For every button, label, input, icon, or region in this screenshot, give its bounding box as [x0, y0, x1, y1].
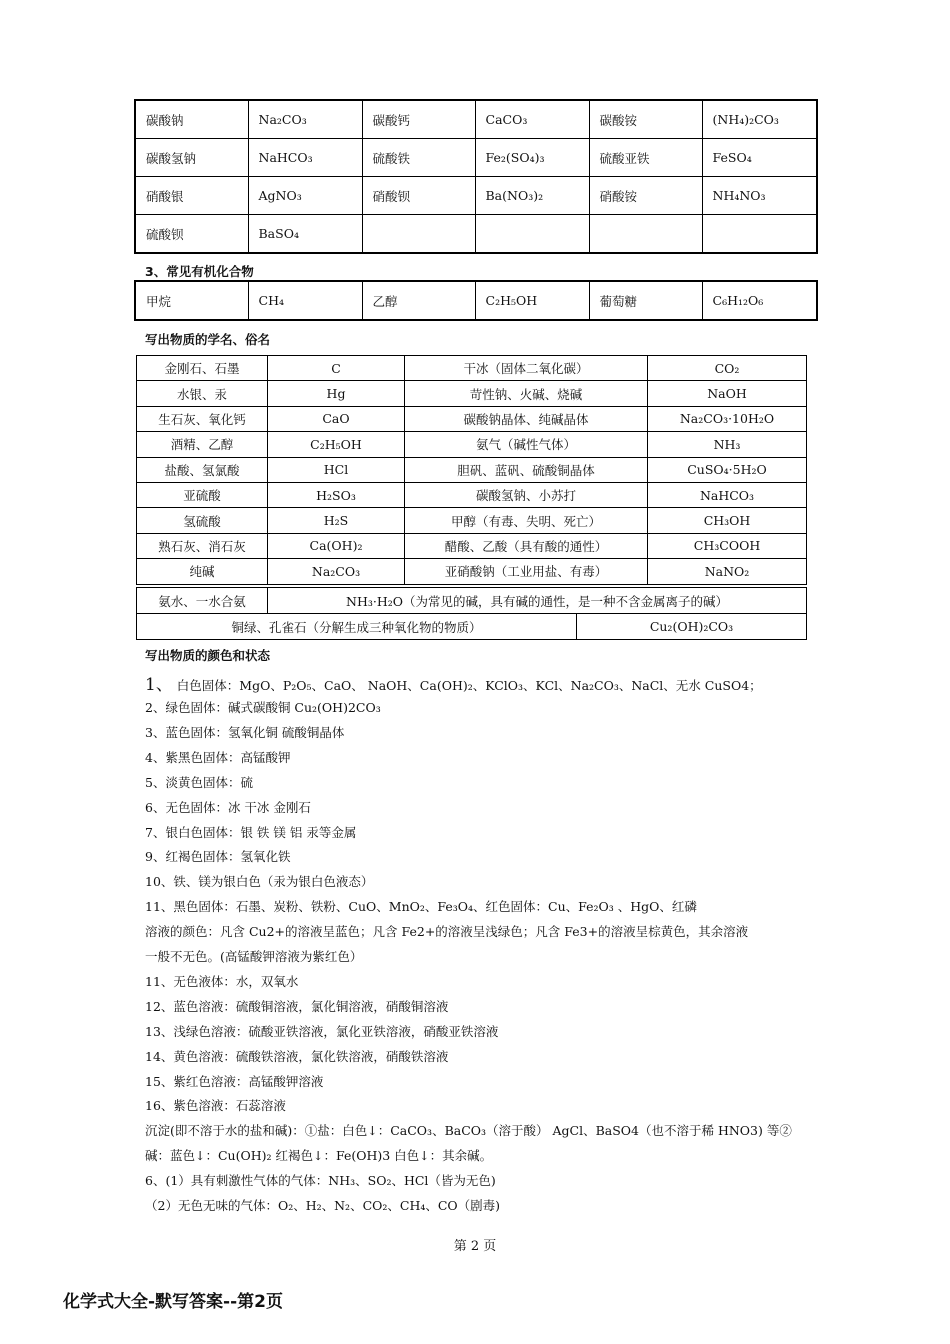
color-line: 5、淡黄色固体：硫 [145, 774, 253, 790]
table-row [137, 432, 807, 457]
salts-cell: AgNO₃ [248, 177, 362, 215]
color-line: 碱：蓝色↓：Cu(OH)₂ 红褐色↓：Fe(OH)3 白色↓：其余碱。 [145, 1148, 493, 1164]
names-cell: CO₂ [648, 356, 807, 381]
color-line: 2、绿色固体：碱式碳酸铜 Cu₂(OH)2CO₃ [145, 700, 381, 715]
names-cell: 氨水、一水合氨 [137, 588, 268, 614]
salts-cell: Fe₂(SO₄)₃ [475, 139, 589, 177]
names-cell: 铜绿、孔雀石（分解生成三种氧化物的物质） [137, 614, 577, 640]
names-cell: NaOH [648, 381, 807, 406]
names-cell: C [268, 356, 405, 381]
salts-cell: 硫酸铁 [362, 139, 475, 177]
organic-cell: 葡萄糖 [589, 281, 702, 320]
names-cell: CH₃COOH [648, 533, 807, 558]
salts-cell: NH₄NO₃ [702, 177, 817, 215]
salts-cell: CaCO₃ [475, 100, 589, 139]
section-organic-title: 3、常见有机化合物 [145, 264, 254, 279]
names-cell: H₂SO₃ [268, 482, 405, 507]
table-row [137, 614, 807, 640]
salts-cell: 碳酸铵 [589, 100, 702, 139]
names-cell: 醋酸、乙酸（具有酸的通性） [405, 533, 648, 558]
color-line: 溶液的颜色：凡含 Cu2+的溶液呈蓝色；凡含 Fe2+的溶液呈浅绿色；凡含 Fe3+的溶液呈棕黄色，其余溶液 [145, 924, 749, 940]
table-row [135, 100, 817, 139]
salts-cell: 硫酸亚铁 [589, 139, 702, 177]
names-cell: CaO [268, 406, 405, 431]
color-line: 6、(1）具有刺激性气体的气体：NH₃、SO₂、HCl（皆为无色) [145, 1173, 496, 1189]
names-cell: CuSO₄·5H₂O [648, 457, 807, 482]
salts-cell: Na₂CO₃ [248, 100, 362, 139]
color-line: 沉淀(即不溶于水的盐和碱)：①盐：白色↓：CaCO₃、BaCO₃（溶于酸） AgCl、BaSO4（也不溶于稀 HNO3) 等② [145, 1123, 792, 1139]
table-row [137, 482, 807, 507]
names-ammonia-table [136, 587, 807, 614]
color-line: 9、红褐色固体：氢氧化铁 [145, 849, 291, 865]
names-cell: Cu₂(OH)₂CO₃ [577, 614, 807, 640]
salts-cell: FeSO₄ [702, 139, 817, 177]
table-row [135, 215, 817, 254]
salts-cell: 硝酸银 [135, 177, 248, 215]
salts-cell [702, 215, 817, 254]
table-row [137, 533, 807, 558]
organic-cell: 乙醇 [362, 281, 475, 320]
organic-cell: CH₄ [248, 281, 362, 320]
salts-cell: 硫酸钡 [135, 215, 248, 254]
table-row [135, 177, 817, 215]
table-row [137, 381, 807, 406]
table-row [137, 406, 807, 431]
color-line: 11、黑色固体：石墨、炭粉、铁粉、CuO、MnO₂、Fe₃O₄、红色固体：Cu、Fe₂O₃ 、HgO、红磷 [145, 899, 697, 915]
footer-title: 化学式大全-默写答案--第2页 [63, 1292, 283, 1312]
color-line: 3、蓝色固体：氢氧化铜 硫酸铜晶体 [145, 724, 345, 740]
table-row [137, 508, 807, 533]
names-cell: 苛性钠、火碱、烧碱 [405, 381, 648, 406]
names-cell: 酒精、乙醇 [137, 432, 268, 457]
salts-cell: (NH₄)₂CO₃ [702, 100, 817, 139]
salts-cell: Ba(NO₃)₂ [475, 177, 589, 215]
names-cell: Ca(OH)₂ [268, 533, 405, 558]
salts-cell: 碳酸氢钠 [135, 139, 248, 177]
table-row [137, 588, 807, 614]
names-cell: 氨气（碱性气体） [405, 432, 648, 457]
names-cell: 金刚石、石墨 [137, 356, 268, 381]
color-line: 一般不无色。(高锰酸钾溶液为紫红色） [145, 949, 363, 964]
names-cell: 甲醇（有毒、失明、死亡） [405, 508, 648, 533]
color-line: 16、紫色溶液：石蕊溶液 [145, 1098, 286, 1114]
names-cell: 纯碱 [137, 559, 268, 584]
names-cell: 生石灰、氧化钙 [137, 406, 268, 431]
names-cell: Hg [268, 381, 405, 406]
color-line: 4、紫黑色固体：高锰酸钾 [145, 749, 291, 765]
salts-cell: 碳酸钙 [362, 100, 475, 139]
organic-table [134, 280, 818, 321]
page-number: 第 2 页 [453, 1239, 497, 1254]
names-cell: 亚硝酸钠（工业用盐、有毒） [405, 559, 648, 584]
color-line: 13、浅绿色溶液：硫酸亚铁溶液，氯化亚铁溶液，硝酸亚铁溶液 [145, 1023, 499, 1039]
names-cell: C₂H₅OH [268, 432, 405, 457]
names-cell: Na₂CO₃ [268, 559, 405, 584]
color-line: 10、铁、镁为银白色（汞为银白色液态） [145, 874, 374, 890]
color-line: 6、无色固体：冰 干冰 金刚石 [145, 799, 311, 815]
color-line-text: 白色固体：MgO、P₂O₅、CaO、 NaOH、Ca(OH)₂、KClO₃、KCl、Na₂CO₃、NaCl、无水 CuSO4； [172, 678, 762, 693]
salts-cell: 碳酸钠 [135, 100, 248, 139]
table-row [137, 457, 807, 482]
table-row [137, 559, 807, 584]
color-line: 14、黄色溶液：硫酸铁溶液，氯化铁溶液，硝酸铁溶液 [145, 1048, 449, 1064]
names-cell: H₂S [268, 508, 405, 533]
salts-cell [589, 215, 702, 254]
names-cell: 盐酸、氢氯酸 [137, 457, 268, 482]
names-cell: 熟石灰、消石灰 [137, 533, 268, 558]
names-cell: Na₂CO₃·10H₂O [648, 406, 807, 431]
names-cell: NaNO₂ [648, 559, 807, 584]
color-line: （2）无色无味的气体：O₂、H₂、N₂、CO₂、CH₄、CO（剧毒) [145, 1198, 501, 1213]
color-line: 12、蓝色溶液：硫酸铜溶液，氯化铜溶液，硝酸铜溶液 [145, 998, 449, 1014]
names-cell: 水银、汞 [137, 381, 268, 406]
organic-row [135, 281, 817, 320]
names-cell: 氢硫酸 [137, 508, 268, 533]
salts-cell [362, 215, 475, 254]
organic-cell: C₆H₁₂O₆ [702, 281, 817, 320]
color-line-number: 1、 [145, 675, 173, 695]
names-table [136, 355, 807, 585]
names-cell: 干冰（固体二氧化碳） [405, 356, 648, 381]
names-cell: 亚硫酸 [137, 482, 268, 507]
names-cell: HCl [268, 457, 405, 482]
organic-cell: C₂H₅OH [475, 281, 589, 320]
color-line: 15、紫红色溶液：高锰酸钾溶液 [145, 1073, 324, 1089]
names-cell: NH₃ [648, 432, 807, 457]
section-colors-title: 写出物质的颜色和状态 [145, 648, 271, 663]
salts-cell: NaHCO₃ [248, 139, 362, 177]
names-malachite-table [136, 613, 807, 640]
salts-cell [475, 215, 589, 254]
names-cell: 碳酸钠晶体、纯碱晶体 [405, 406, 648, 431]
color-line-1 [145, 670, 762, 695]
salts-cell: 硝酸铵 [589, 177, 702, 215]
table-row [137, 356, 807, 381]
color-line: 7、银白色固体：银 铁 镁 铝 汞等金属 [145, 824, 357, 840]
table-row [135, 139, 817, 177]
section-names-title: 写出物质的学名、俗名 [145, 332, 271, 347]
salts-cell: BaSO₄ [248, 215, 362, 254]
color-line: 11、无色液体：水，双氧水 [145, 973, 299, 989]
salts-table [134, 99, 818, 254]
names-cell: 胆矾、蓝矾、硫酸铜晶体 [405, 457, 648, 482]
names-cell: NaHCO₃ [648, 482, 807, 507]
salts-cell: 硝酸钡 [362, 177, 475, 215]
organic-cell: 甲烷 [135, 281, 248, 320]
names-cell: 碳酸氢钠、小苏打 [405, 482, 648, 507]
names-cell: NH₃·H₂O（为常见的碱，具有碱的通性，是一种不含金属离子的碱） [268, 588, 807, 614]
names-cell: CH₃OH [648, 508, 807, 533]
